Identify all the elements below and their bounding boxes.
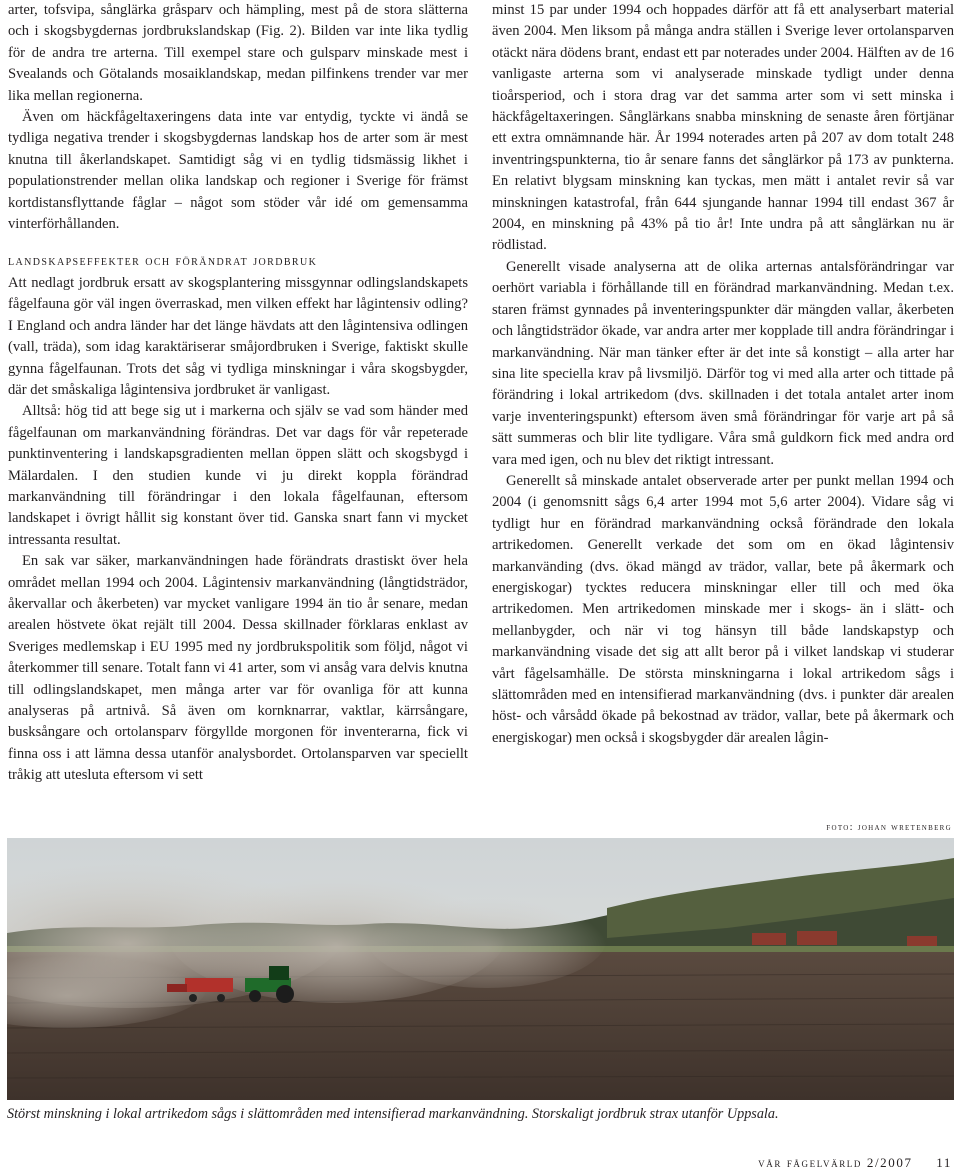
field-photo: [7, 838, 954, 1100]
photo-caption: Störst minskning i lokal artrikedom sågs i slättområden med intensifierad markanvändning. Storskaligt jordbruk strax utanför Uppsala.: [7, 1106, 779, 1122]
paragraph: Alltså: hög tid att bege sig ut i markerna och själv se vad som händer med fågelfaunan om markanvändning förändras. Det var dags för vår repeterade punktinventering i landskapsgradienten mellan öppen slätt och skogsbygd i Mälardalen. I den studien kunde vi ju direkt koppla förändrad markanvändning till förändringar i den lokala fågelfaunan, eftersom landskapet i övrigt hållit sig konstant över tid. Ganska snart fann vi mycket intressanta resultat.: [8, 403, 468, 548]
page-number: 11: [936, 1155, 952, 1170]
paragraph: arter, tofsvipa, sånglärka gråsparv och hämpling, mest på de stora slätterna och i skogsbygdernas jordbrukslandskap (Fig. 2). Bilden var inte lika tydlig för de andra tre arterna. Till exempel stare och gulsparv minskade mest i Svealands och Götalands mosaiklandskap, medan pilfinkens trender var mer lika mellan regionerna.: [8, 2, 468, 104]
right-column: [492, 0, 954, 749]
paragraph: Även om häckfågeltaxeringens data inte var entydig, tyckte vi ändå se tydliga negativa trender i skogsbygdernas landskap hos de arter som är mest knutna till åkerlandskapet. Samtidigt såg vi en tydlig tidsmässig likhet i populationstrender mellan olika landskap och regioner i Sverige för främst kortdistansflyttande fåglar – något som stöder vår idé om gemensamma vinterförhållanden.: [8, 109, 468, 233]
paragraph: minst 15 par under 1994 och hoppades därför att få ett analyserbart material även 2004. Men liksom på många andra ställen i Sverige lever ortolansparven otäckt nära dödens brant, endast ett par noterades under 2004. Hälften av de 16 vanligaste arterna som vi analyserade minskade tydligt under denna tioårsperiod, och i stora drag var det samma arter som vi sett minska i häckfågeltaxeringen. Sånglärkans snabba minskning de senaste åren förtjänar ett extra omnämnande här. År 1994 noterades arten på 207 av dom totalt 248 inventringspunkterna, tio år senare fanns det sånglärkor på 173 av punkterna. En relativt blygsam minskning kan tyckas, men mätt i antalet revir så var minskningen katastrofal, från 644 sjungande hannar 1994 till endast 367 år 2004, en minskning på 43% på tio år! Inte undra på att sånglärkan nu är rödlistad.: [492, 2, 954, 254]
paragraph: Att nedlagt jordbruk ersatt av skogsplantering missgynnar odlingslandskapets fågelfauna gör väl ingen överraskad, men vilken effekt har lågintensiv odling? I England och andra länder har det länge hävdats att den lågintensiva odlingen (vall, träda), som idag karaktäriserar småjordbruken i Sverige, faktiskt skulle gynna fågelfaunan. Trots det såg vi tydliga minskningar i våra skogsbygder, där det småskaliga lågintensiva jordbruket är vanligast.: [8, 274, 468, 398]
section-heading: landskapseffekter och förändrat jordbruk: [8, 253, 318, 270]
paragraph: Generellt så minskade antalet observerade arter per punkt mellan 1994 och 2004 (i genomsnitt sågs 6,4 arter 1994 mot 5,6 arter 2004). Vidare såg vi tydligt hur en förändrad markanvändning också förändrade den lokala artrikedomen. Generellt verkade det som om en ökad lågintensiv markanvänding (dvs. ökad mängd av trädor, vallar, bete på åkermark och energiskogar) tycktes reducera minskningar eller till och med öka artrikedomen. Men artrikedomen minskade mer i skogs- än i slätt- och mellanbygder, och när vi tog hänsyn till både landskapstyp och markanvändning visade det sig att allt beror på i vilket landskap vi studerar vårt fågelsamhälle. De största minskningarna i lokal artrikedom sågs i slättområden med en intensifierad markanvändning (dvs. i punkter där arealen höst- och vårsådd ökade på bekostnad av trädor, vallar, bete på åkermark och energiskogar) men också i skogsbygder där arealen lågin-: [492, 472, 954, 746]
paragraph: Generellt visade analyserna att de olika arternas antalsförändringar var oerhört variabla i förhållande till en förändrad markanvändning. Medan t.ex. staren främst gynnades på inventeringspunkter där mängden vallar, åkerbeten och långtidsträdor ökade, var andra arter mer kopplade till andra förändringar i markanvändning. När man tänker efter är det inte så konstigt – alla arter har sina lite speciella krav på livsmiljö. Därför tog vi med alla arter och tittade på förändring i lokal artrikedom (dvs. skillnaden i det totala antalet arter inom varje inventeringspunkt) eftersom även små förändringar för varje art på så sätt summeras och blir lite tydligare. Våra små guldkorn fick med andra ord vara med igen, och nu blev det riktigt intressant.: [492, 258, 954, 468]
paragraph: En sak var säker, markanvändningen hade förändrats drastiskt över hela området mellan 1994 och 2004. Lågintensiv markanvändning (långtidsträdor, åkervallar och åkerbeten) var mycket vanligare 1994 än tio år senare, medan arealen höstvete ökat rejält till 2004. Dessa skillnader förklaras enklast av Sveriges medlemskap i EU 1995 med ny jordbrukspolitik som följd, något vi återkommer till senare. Totalt fann vi 41 arter, som vi ansåg vara delvis knutna till odlingslandskapet, men många arter var för ovanliga för att kunna analyseras på artnivå. Så även om kornknarrar, vaktlar, kärrsångare, busksångare och ortolansparv förgyllde morgonen för inventerarna, fick vi finna oss i att lämna dessa utanför analysbordet. Ortolansparven var speciellt tråkig att utesluta eftersom vi sett: [8, 553, 468, 784]
page-footer: [758, 1155, 952, 1171]
trailer-shape: [185, 978, 233, 992]
left-column: [8, 0, 468, 787]
photo-credit: foto: johan wretenberg: [826, 822, 952, 833]
tractor-field-illustration: [7, 838, 954, 1100]
journal-name: vår fågelvärld 2/2007: [758, 1155, 913, 1170]
